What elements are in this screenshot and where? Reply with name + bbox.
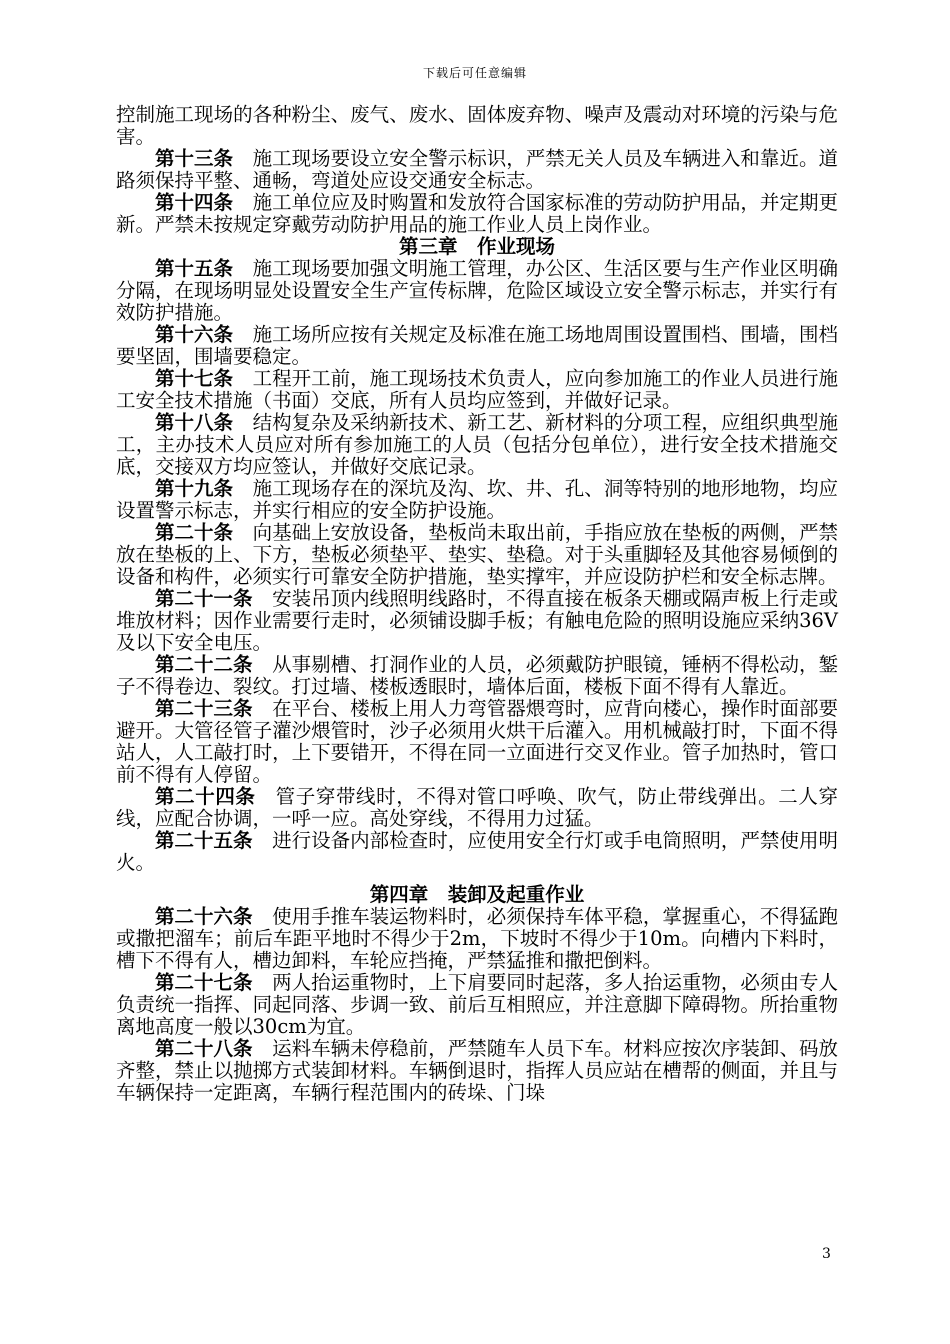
- paragraph-text: 施工单位应及时购置和发放符合国家标准的劳动防护用品，并定期更新。严禁未按规定穿戴劳动防护用品的施工作业人员上岗作业。: [116, 191, 838, 236]
- chapter-heading: [116, 884, 838, 906]
- article-paragraph: [116, 906, 838, 972]
- article-number: 第十七条: [155, 367, 234, 390]
- paragraph-text: 工程开工前，施工现场技术负责人，应向参加施工的作业人员进行施工安全技术措施（书面）交底，所有人员均应签到，并做好记录。: [116, 367, 838, 412]
- article-paragraph: [116, 412, 838, 478]
- article-paragraph: [116, 1038, 838, 1104]
- paragraph-text: 进行设备内部检查时，应使用安全行灯或手电筒照明，严禁使用明火。: [116, 829, 838, 874]
- article-paragraph: [116, 148, 838, 192]
- article-paragraph: [116, 192, 838, 236]
- page-number: 3: [822, 1246, 831, 1262]
- paragraph-text: 向基础上安放设备，垫板尚未取出前，手指应放在垫板的两侧，严禁放在垫板的上、下方，垫板必须垫平、垫实、垫稳。对于头重脚轻及其他容易倾倒的设备和构件，必须实行可靠安全防护措施，垫实撑牢，并应设防护栏和安全标志牌。: [116, 521, 838, 588]
- article-number: 第十六条: [155, 323, 234, 346]
- article-number: 第十四条: [155, 191, 234, 214]
- paragraph-text: 施工现场要设立安全警示标识，严禁无关人员及车辆进入和靠近。道路须保持平整、通畅，弯道处应设交通安全标志。: [116, 147, 838, 192]
- document-body: [116, 104, 838, 1104]
- paragraph-text: 施工现场要加强文明施工管理，办公区、生活区要与生产作业区明确分隔，在现场明显处设置安全生产宣传标牌，危险区域设立安全警示标志，并实行有效防护措施。: [116, 257, 838, 324]
- paragraph-text: 从事剔槽、打洞作业的人员，必须戴防护眼镜，锤柄不得松动，錾子不得卷边、裂纹。打过墙、楼板透眼时，墙体后面，楼板下面不得有人靠近。: [116, 653, 838, 698]
- article-number: 第二十七条: [155, 971, 253, 994]
- article-paragraph: [116, 698, 838, 786]
- page-header: 下载后可任意编辑: [422, 66, 527, 80]
- article-paragraph: [116, 786, 838, 830]
- article-paragraph: [116, 368, 838, 412]
- chapter-title: 作业现场: [477, 235, 556, 258]
- article-number: 第二十六条: [155, 905, 253, 928]
- article-number: 第二十八条: [155, 1037, 253, 1060]
- article-number: 第十八条: [155, 411, 234, 434]
- article-number: 第十三条: [155, 147, 234, 170]
- chapter-title: 装卸及起重作业: [447, 883, 585, 906]
- article-number: 第二十五条: [155, 829, 253, 852]
- paragraph-text: 运料车辆未停稳前，严禁随车人员下车。材料应按次序装卸、码放齐整，禁止以抛掷方式装卸材料。车辆倒退时，指挥人员应站在槽帮的侧面，并且与车辆保持一定距离，车辆行程范围内的砖垛、门垛: [116, 1037, 838, 1104]
- article-paragraph: [116, 830, 838, 874]
- paragraph-text: 结构复杂及采纳新技术、新工艺、新材料的分项工程，应组织典型施工，主办技术人员应对所有参加施工的人员（包括分包单位），进行安全技术措施交底，交接双方均应签认，并做好交底记录。: [116, 411, 838, 478]
- article-paragraph: [116, 324, 838, 368]
- article-paragraph: [116, 478, 838, 522]
- paragraph-text: 使用手推车装运物料时，必须保持车体平稳，掌握重心，不得猛跑或撒把溜车；前后车距平地时不得少于2m，下坡时不得少于10m。向槽内下料时，槽下不得有人，槽边卸料，车轮应挡掩，严禁猛推和撒把倒料。: [116, 905, 838, 972]
- chapter-heading: [116, 236, 838, 258]
- article-number: 第十九条: [155, 477, 234, 500]
- article-number: 第二十二条: [155, 653, 253, 676]
- chapter-number: 第四章: [369, 883, 429, 906]
- article-number: 第十五条: [155, 257, 234, 280]
- article-paragraph: [116, 588, 838, 654]
- article-paragraph: [116, 654, 838, 698]
- article-paragraph: [116, 258, 838, 324]
- paragraph-text: 管子穿带线时，不得对管口呼唤、吹气，防止带线弹出。二人穿线，应配合协调，一呼一应。高处穿线，不得用力过猛。: [116, 785, 838, 830]
- article-paragraph: [116, 972, 838, 1038]
- paragraph-text: 安装吊顶内线照明线路时，不得直接在板条天棚或隔声板上行走或堆放材料；因作业需要行走时，必须铺设脚手板；有触电危险的照明设施应采纳36V及以下安全电压。: [116, 587, 838, 654]
- article-number: 第二十四条: [155, 785, 256, 808]
- chapter-number: 第三章: [398, 235, 458, 258]
- paragraph-text: 施工场所应按有关规定及标准在施工场地周围设置围档、围墙，围档要坚固，围墙要稳定。: [116, 323, 838, 368]
- paragraph-text: 施工现场存在的深坑及沟、坎、井、孔、洞等特别的地形地物，均应设置警示标志，并实行相应的安全防护设施。: [116, 477, 838, 522]
- paragraph-text: 控制施工现场的各种粉尘、废气、废水、固体废弃物、噪声及震动对环境的污染与危害。: [116, 103, 838, 148]
- article-number: 第二十条: [155, 521, 234, 544]
- paragraph-text: 在平台、楼板上用人力弯管器煨弯时，应背向楼心，操作时面部要避开。大管径管子灌沙煨管时，沙子必须用火烘干后灌入。用机械敲打时，下面不得站人，人工敲打时，上下要错开，不得在同一立面进行交叉作业。管子加热时，管口前不得有人停留。: [116, 697, 838, 786]
- article-number: 第二十三条: [155, 697, 253, 720]
- article-number: 第二十一条: [155, 587, 253, 610]
- paragraph-text: 两人抬运重物时，上下肩要同时起落，多人抬运重物，必须由专人负责统一指挥、同起同落、步调一致、前后互相照应，并注意脚下障碍物。所抬重物离地高度一般以30cm为宜。: [116, 971, 838, 1038]
- continued-paragraph: [116, 104, 838, 148]
- article-paragraph: [116, 522, 838, 588]
